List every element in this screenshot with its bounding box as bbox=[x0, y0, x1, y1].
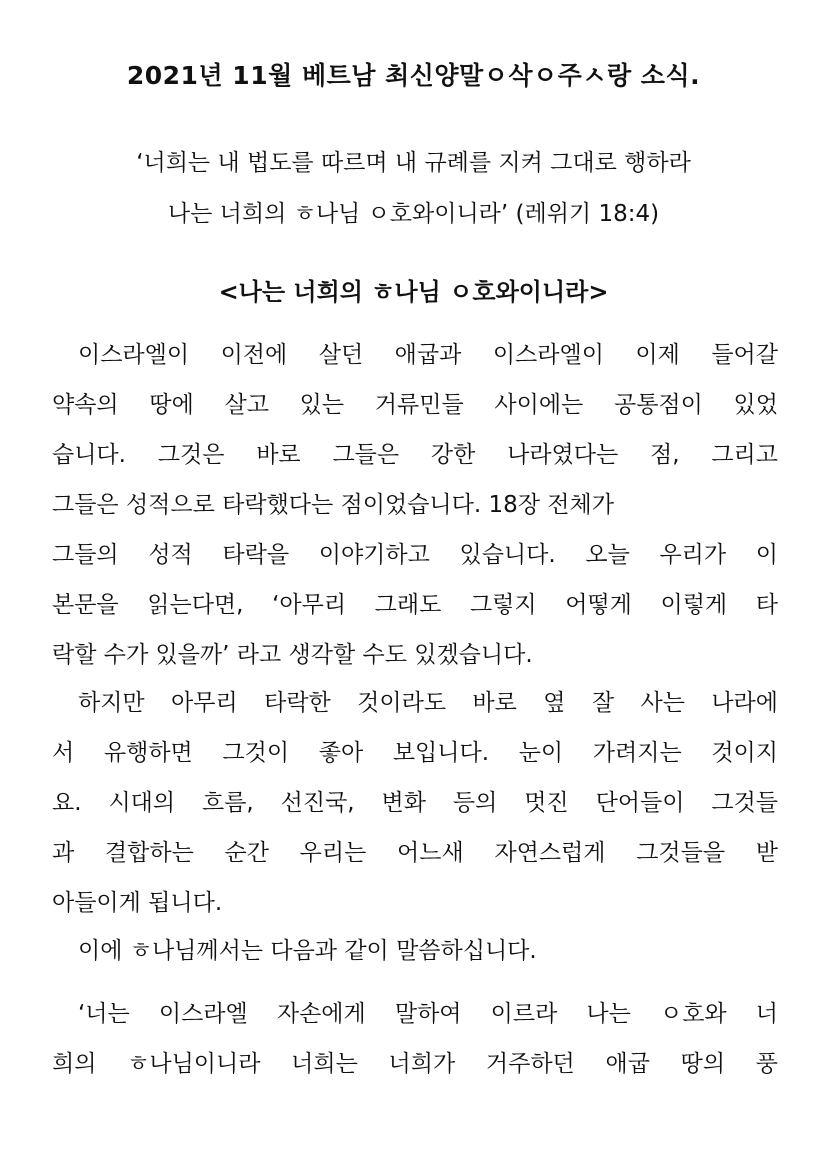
text-line: ‘너는 이스라엘 자손에게 말하여 이르라 나는 ㅇ호와 너 bbox=[78, 1001, 778, 1027]
text-line: 그들은 성적으로 타락했다는 점이었습니다. 18장 전체가 bbox=[52, 492, 614, 518]
paragraph-4 bbox=[52, 989, 778, 1089]
document-title: 2021년 11월 베트남 최신양말ㅇ삭ㅇ주ㅅ랑 소식. bbox=[126, 61, 701, 90]
text-line: 희의 ㅎ나님이니라 너희는 너희가 거주하던 애굽 땅의 풍 bbox=[52, 1051, 778, 1077]
text-line: 이에 ㅎ나님께서는 다음과 같이 말씀하십니다. bbox=[78, 938, 537, 964]
text-line: 하지만 아무리 타락한 것이라도 바로 옆 잘 사는 나라에 bbox=[78, 690, 778, 716]
text-line: 약속의 땅에 살고 있는 거류민들 사이에는 공통점이 있었 bbox=[52, 392, 778, 418]
text-line: 서 유행하면 그것이 좋아 보입니다. 눈이 가려지는 것이지 bbox=[52, 740, 778, 766]
text-line: 아들이게 됩니다. bbox=[52, 890, 223, 916]
text-line: 습니다. 그것은 바로 그들은 강한 나라였다는 점, 그리고 bbox=[52, 442, 778, 468]
paragraph-1 bbox=[52, 330, 778, 680]
text-line: 이스라엘이 이전에 살던 애굽과 이스라엘이 이제 들어갈 bbox=[78, 342, 778, 368]
paragraph-2 bbox=[52, 678, 778, 928]
text-line: 본문을 읽는다면, ‘아무리 그래도 그렇지 어떻게 이렇게 타 bbox=[52, 592, 778, 618]
text-line: 과 결합하는 순간 우리는 어느새 자연스럽게 그것들을 받 bbox=[52, 840, 778, 866]
section-subtitle: <나는 너희의 ㅎ나님 ㅇ호와이니라> bbox=[218, 278, 609, 306]
paragraph-3 bbox=[52, 926, 778, 976]
scripture-verse bbox=[40, 138, 787, 240]
verse-line: ‘너희는 내 법도를 따르며 내 규례를 지켜 그대로 행하라 bbox=[136, 150, 691, 176]
verse-line: 나는 너희의 ㅎ나님 ㅇ호와이니라’ (레위기 18:4) bbox=[167, 201, 660, 227]
text-line: 요. 시대의 흐름, 선진국, 변화 등의 멋진 단어들이 그것들 bbox=[52, 790, 778, 816]
text-line: 락할 수가 있을까’ 라고 생각할 수도 있겠습니다. bbox=[52, 642, 533, 668]
text-line: 그들의 성적 타락을 이야기하고 있습니다. 오늘 우리가 이 bbox=[52, 542, 778, 568]
